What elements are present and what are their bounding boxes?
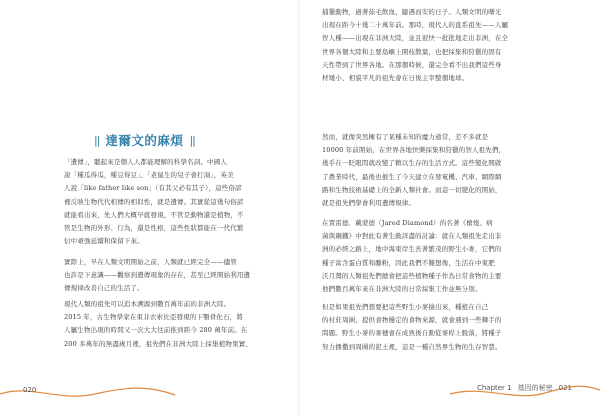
text-line: 了農業時代，最後也催生了今天建立在發電機、汽車、網際網 xyxy=(322,172,502,181)
text-line: 人屬生物出現的時間又一次大大往前推到距今 280 萬年前。在 xyxy=(64,326,248,335)
page-number-right: 021 xyxy=(558,384,572,392)
wave-decoration-left xyxy=(0,376,300,406)
left-paragraph-2 xyxy=(64,256,278,296)
text-line: 問題。野生小麥的麥穗會在成熟後自動從麥桿上脫落，將種子 xyxy=(322,329,502,338)
text-line: 裡反映生物代代相傳的相似性，就是遺傳。其實從這幾句俗諺 xyxy=(64,197,244,206)
text-line: 材矮小、相貌平凡的祖先會在日後主宰整個地球。 xyxy=(322,74,469,83)
right-paragraph-4 xyxy=(322,301,548,354)
text-line: 洲的必經之路上，地中海東岸生長著繁茂的野生小麥，它們的 xyxy=(322,245,502,254)
text-line: 2015 年，古生物學家在東非衣索比亞發現的下顎骨化石，將 xyxy=(64,313,243,322)
text-line: 路和生物技術基礎上的全新人類社會。而這一切變化的開始， xyxy=(322,185,502,194)
text-line: 在賈雷德．戴蒙德（Jared Diamond）的名著《槍炮、病 xyxy=(322,219,493,227)
text-line: 10000 年前開始，在世界各地快樂採集和狩獵的智人祖先們， xyxy=(322,146,506,155)
text-line: 智人種——出現在非洲大陸，並且很快一批批地走出非洲，在全 xyxy=(322,34,509,43)
right-paragraph-2 xyxy=(322,131,548,210)
text-line: 菌與鋼鐵》中對此有著生動詳盡的討論：就在人類祖先走出非 xyxy=(322,232,502,241)
text-line: 也許是下意識——觀察到遺傳現象的存在，甚至已經開始利用遺 xyxy=(64,271,251,280)
text-line: 出現在距今十幾二十萬年前。那時，現代人的直系祖先——人屬 xyxy=(322,21,509,30)
chapter-label: Chapter 1 xyxy=(476,384,512,392)
text-line: 天性帶到了世界各地。在那個時候，還完全看不出我們這些身 xyxy=(322,60,502,69)
text-line: 但是如果祖先們想要把這些野生小麥撿出來，種植在自己 xyxy=(322,303,489,311)
text-line: 捕獵動物，過著茹毛飲血、隨遇而安的日子。人類文明的曙光 xyxy=(322,8,502,16)
section-title: 達爾文的麻煩 xyxy=(105,133,184,148)
text-line: 衍中頑強延續和保留下來。 xyxy=(64,237,144,246)
heading-bracket-left: || xyxy=(94,133,100,147)
text-line: 「遺傳」，聽起來是個人人都能理解的科學名詞。中國人 xyxy=(64,158,227,166)
text-line: 他們數百萬年來在非洲大陸的日常採集工作並無分別。 xyxy=(322,285,482,294)
text-line: 努力播撒到周圍的泥土裡，這是一種自然界生物的生存智慧。 xyxy=(322,342,502,351)
heading-bracket-right: || xyxy=(189,133,195,147)
text-line: 就是祖先們學會利用遺傳規律。 xyxy=(322,199,416,208)
text-line: 200 多萬年的無盡歲月裡，祖先們在非洲大陸上採集植物果實、 xyxy=(64,339,252,348)
text-line: 實際上，早在人類文明開始之前，人類就已經完全——儘管 xyxy=(64,258,237,266)
section-heading xyxy=(94,131,244,149)
left-paragraph-1 xyxy=(64,156,278,248)
text-line: 現代人類的祖先可以追本溯源到數百萬年前的非洲大陸。 xyxy=(64,300,231,308)
text-line: 管是生物的外形、行為，還是性格，這些性狀都能在一代代繁 xyxy=(64,224,244,233)
text-line: 然而，就像突然擁有了某種未知的魔力通常，差不多就是 xyxy=(322,133,489,141)
left-paragraph-3 xyxy=(64,298,278,351)
text-line: 就能看出來，先人們大概早就發現，不管是動物還是植物，不 xyxy=(64,210,244,219)
text-line: 傳規律改善自己的生活了。 xyxy=(64,284,144,293)
right-paragraph-1 xyxy=(322,6,548,85)
right-paragraph-3 xyxy=(322,217,548,296)
text-line: 幾乎在一眨眼間就改變了賴以生存的生活方式。這些變化開啟 xyxy=(322,159,502,168)
text-line: 的村莊周圍，提供食物穩定的食物來源，就會遇到一些棘手的 xyxy=(322,316,502,325)
running-footer-right xyxy=(477,383,572,393)
text-line: 人說「like father like son」（有其父必有其子），這些俗諺 xyxy=(64,184,242,193)
chapter-title: 基因的秘密 xyxy=(517,384,553,392)
page-number-left: 020 xyxy=(23,386,37,394)
text-line: 沃月灣的人類祖先們總會把這些植物種子作為日常食物的主要 xyxy=(322,271,502,280)
text-line: 世界各個大陸和主要島嶼上開枝散葉，也把採集和狩獵的固有 xyxy=(322,47,502,56)
text-line: 說「種瓜得瓜，種豆得豆」、「老鼠生的兒子會打洞」，英美 xyxy=(64,171,234,180)
text-line: 種子富含蛋白質和醣粉，因此我們不難想像，生活在中東肥 xyxy=(322,258,495,267)
